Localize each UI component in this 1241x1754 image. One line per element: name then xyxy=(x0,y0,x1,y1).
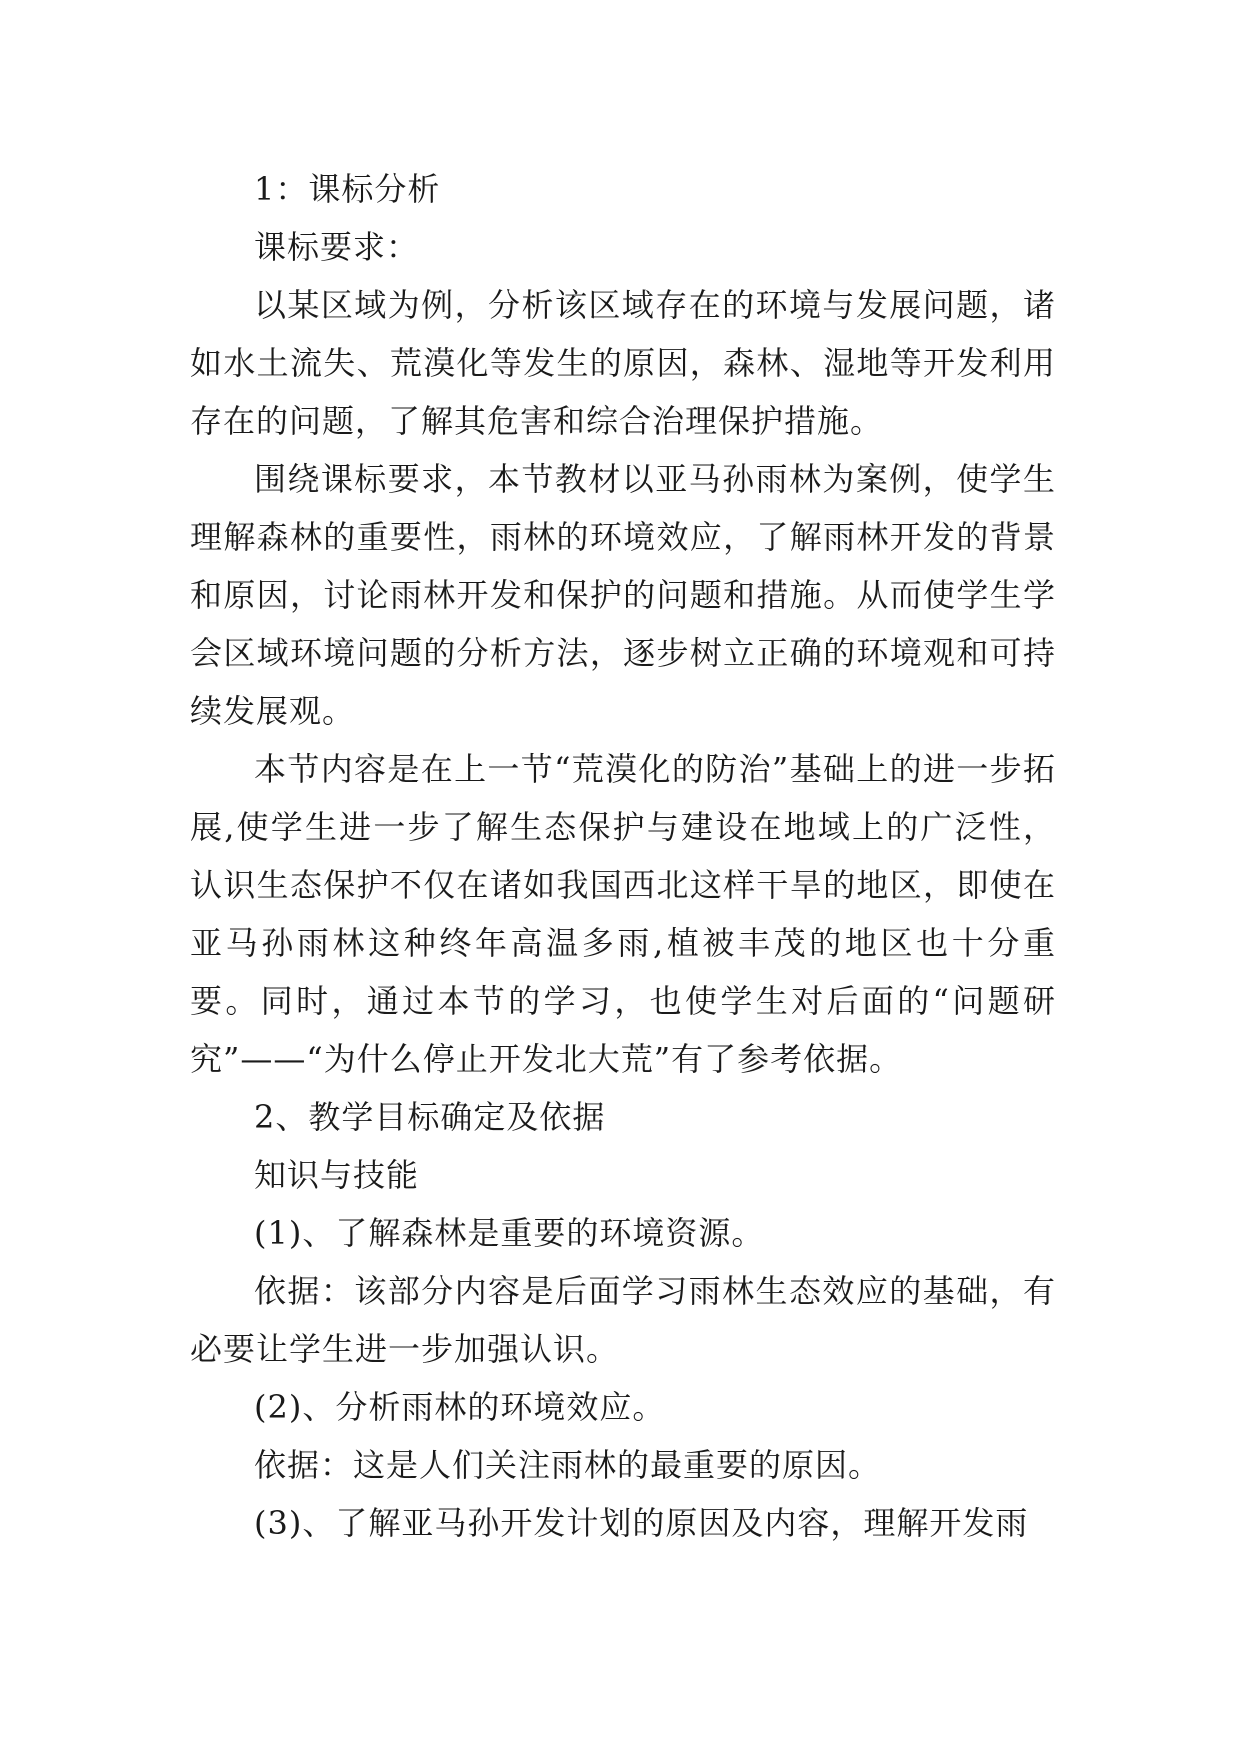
paragraph-requirement-text: 以某区域为例，分析该区域存在的环境与发展问题，诸如水土流失、荒漠化等发生的原因，森林、湿地等开发利用存在的问题，了解其危害和综合治理保护措施。 xyxy=(190,286,1056,440)
objective-basis-1: 依据：该部分内容是后面学习雨林生态效应的基础，有必要让学生进一步加强认识。 xyxy=(190,1272,1056,1368)
section-heading-curriculum-analysis: 1：课标分析 xyxy=(254,170,441,208)
objective-item-2: (2)、分析雨林的环境效应。 xyxy=(254,1388,666,1426)
objective-item-1: (1)、了解森林是重要的环境资源。 xyxy=(254,1214,765,1252)
paragraph-section-context: 本节内容是在上一节“荒漠化的防治”基础上的进一步拓展,使学生进一步了解生态保护与建设在地域上的广泛性，认识生态保护不仅在诸如我国西北这样干旱的地区，即使在亚马孙雨林这种终年高温多雨,植被丰茂的地区也十分重要。同时，通过本节的学习，也使学生对后面的“问题研究”——“为什么停止开发北大荒”有了参考依据。 xyxy=(190,750,1056,1078)
objective-item-3: (3)、了解亚马孙开发计划的原因及内容，理解开发雨 xyxy=(254,1504,1029,1542)
paragraph-textbook-case: 围绕课标要求，本节教材以亚马孙雨林为案例，使学生理解森林的重要性，雨林的环境效应，了解雨林开发的背景和原因，讨论雨林开发和保护的问题和措施。从而使学生学会区域环境问题的分析方法，逐步树立正确的环境观和可持续发展观。 xyxy=(190,460,1056,730)
section-heading-teaching-objectives: 2、教学目标确定及依据 xyxy=(254,1098,606,1136)
objective-basis-2: 依据：这是人们关注雨林的最重要的原因。 xyxy=(254,1446,882,1484)
subheading-curriculum-requirements: 课标要求： xyxy=(254,228,420,266)
subheading-knowledge-skills: 知识与技能 xyxy=(254,1156,420,1194)
document-body xyxy=(190,160,1056,1552)
